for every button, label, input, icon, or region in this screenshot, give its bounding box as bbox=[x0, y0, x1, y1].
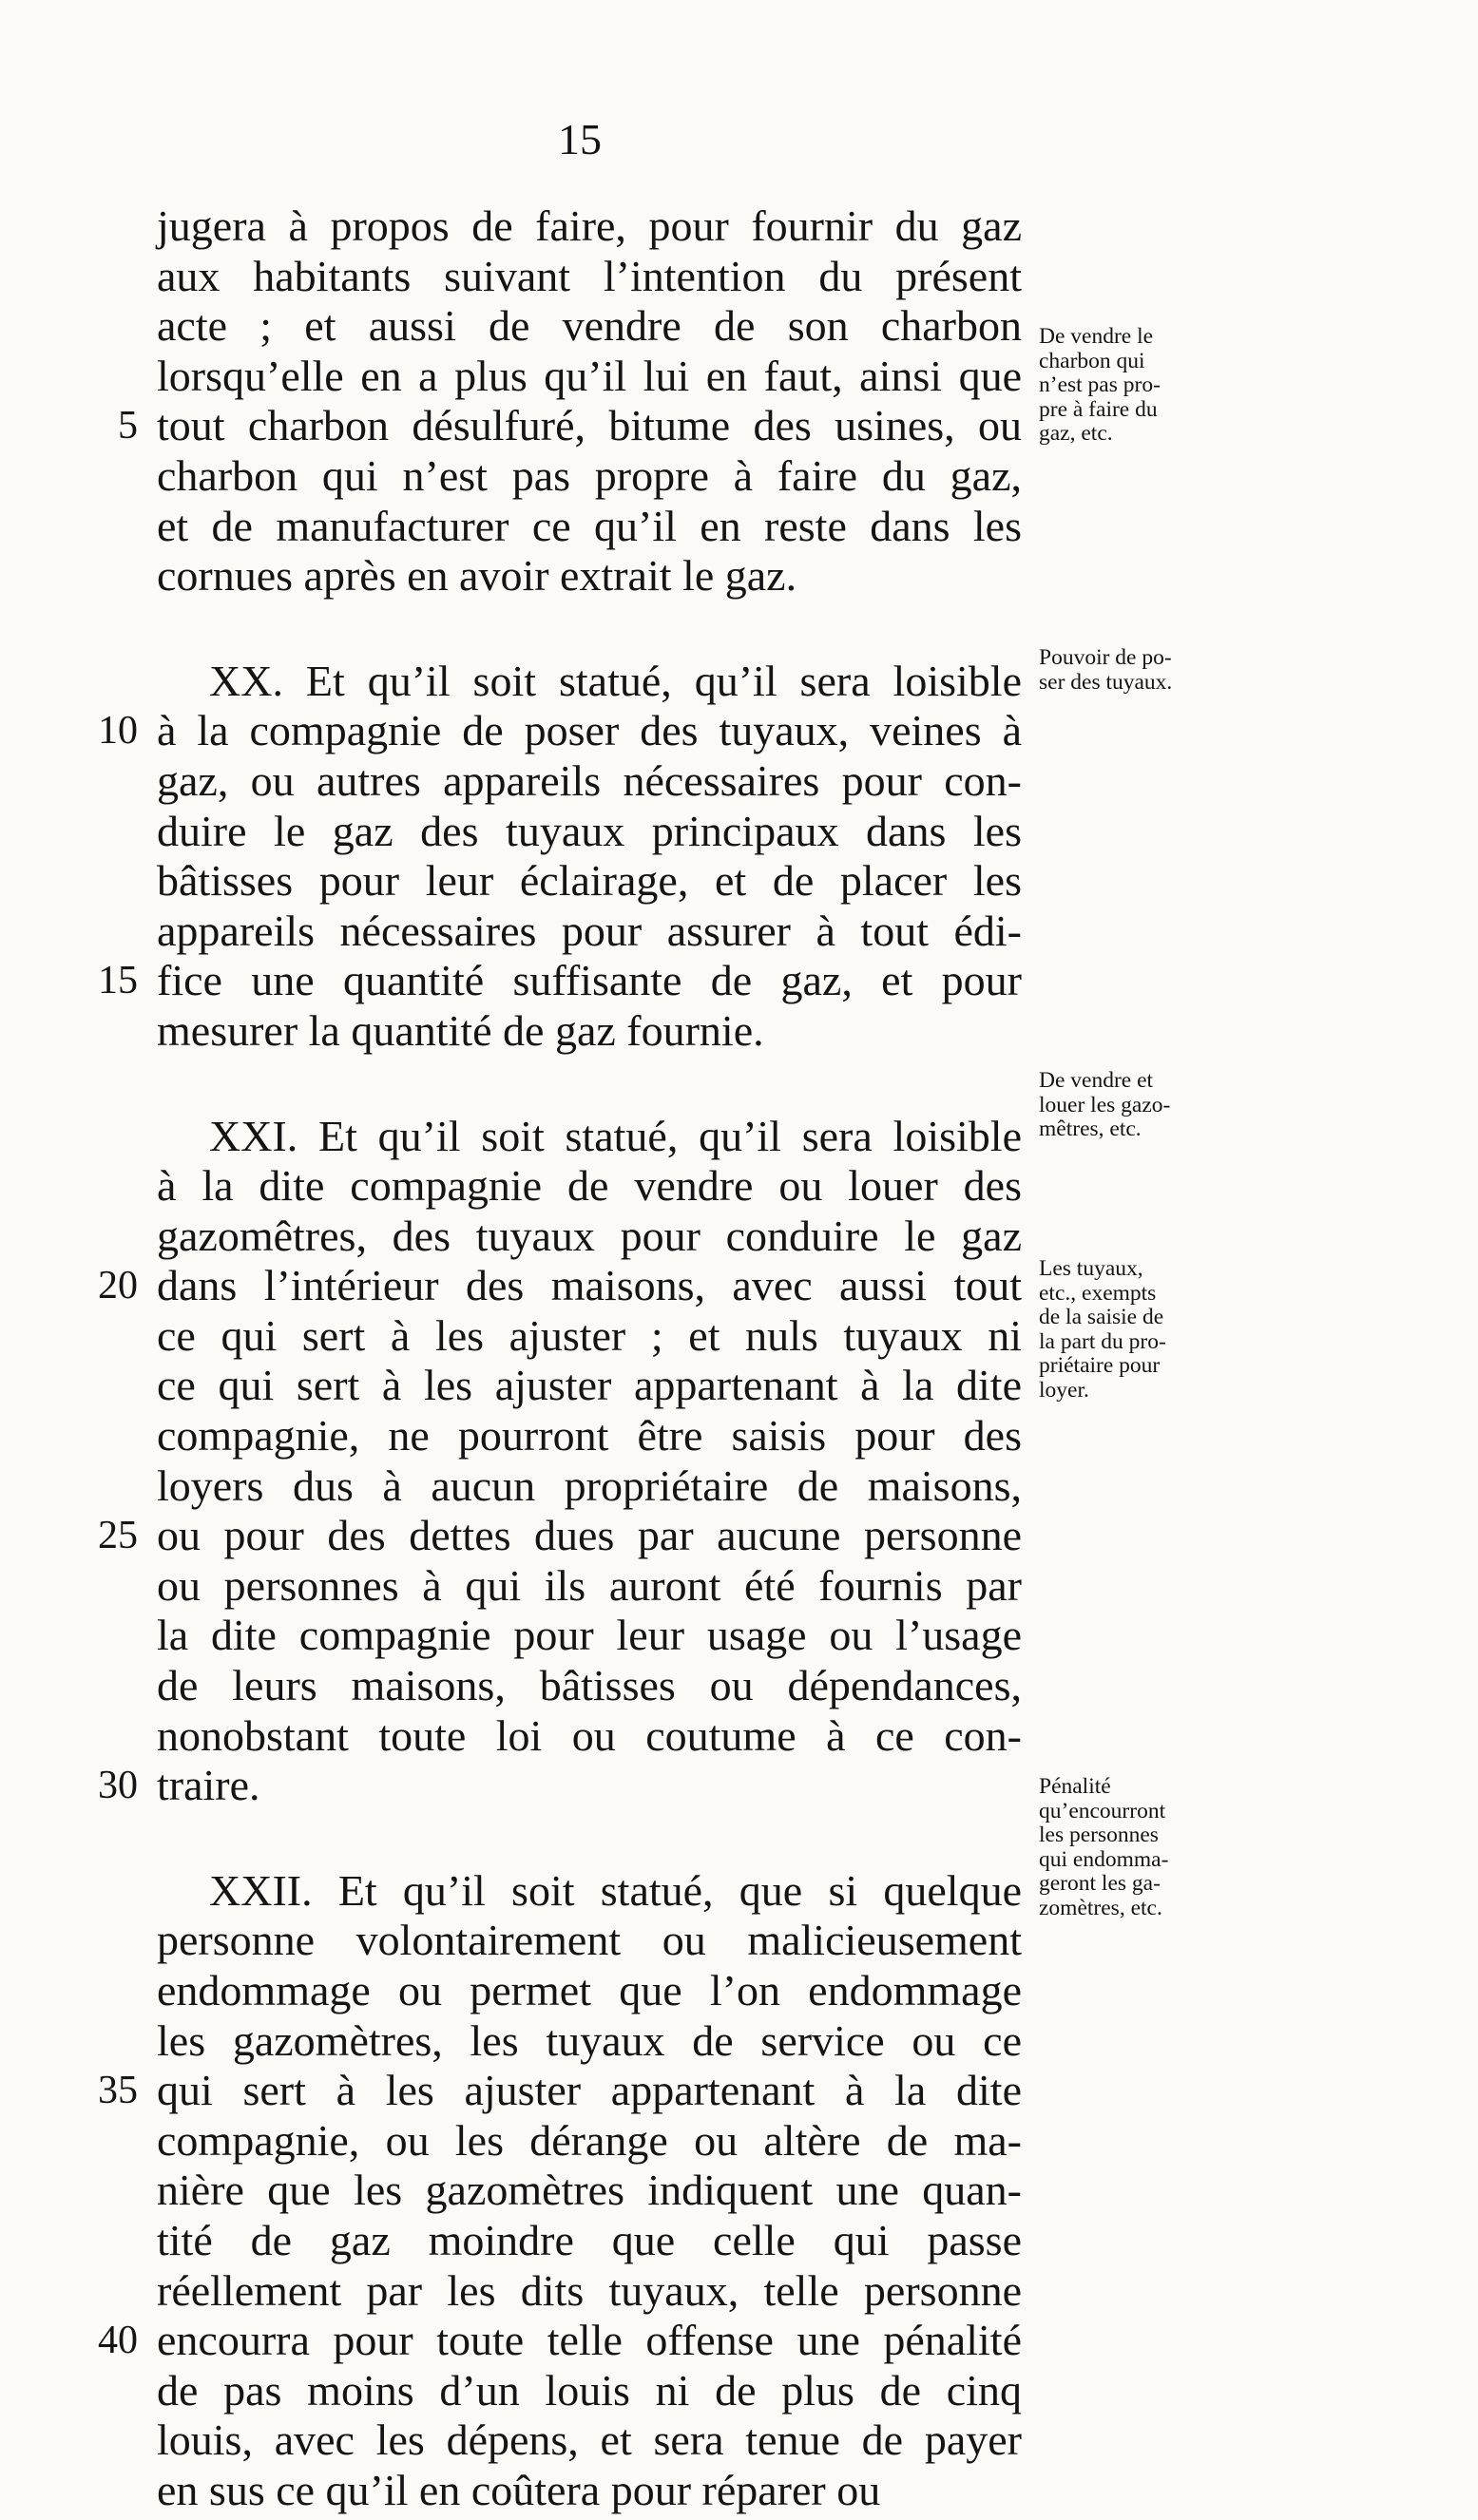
line-text: fice une quantité suffisante de gaz, et pour bbox=[157, 956, 1022, 1005]
margin-note-line: qui endomma- bbox=[1039, 1846, 1169, 1872]
text-line bbox=[157, 1361, 1022, 1411]
text-line bbox=[157, 1461, 1022, 1512]
margin-note bbox=[1039, 646, 1238, 695]
line-text: bâtisses pour leur éclairage, et de placer les bbox=[157, 856, 1022, 906]
text-line bbox=[157, 1611, 1022, 1661]
text-line bbox=[157, 1112, 1022, 1162]
text-line bbox=[157, 1411, 1022, 1461]
margin-note-line: charbon qui bbox=[1039, 348, 1145, 373]
line-number: 35 bbox=[98, 2069, 138, 2113]
line-text: ce qui sert à les ajuster ; et nuls tuyaux ni bbox=[157, 1310, 1022, 1360]
line-text: traire. bbox=[157, 1761, 260, 1810]
margin-note bbox=[1039, 1257, 1238, 1403]
line-text: de pas moins d’un louis ni de plus de cinq bbox=[157, 2365, 1022, 2415]
text-line bbox=[157, 807, 1022, 857]
line-text: appareils nécessaires pour assurer à tout édi- bbox=[157, 906, 1022, 955]
line-text: personne volontairement ou malicieusement bbox=[157, 1916, 1022, 1965]
line-text: qui sert à les ajuster appartenant à la dite bbox=[157, 2066, 1022, 2115]
paragraph bbox=[98, 1865, 1022, 2516]
margin-note-line: Les tuyaux, bbox=[1039, 1256, 1143, 1281]
text-line bbox=[118, 401, 1022, 451]
text-line bbox=[157, 1311, 1022, 1362]
text-line bbox=[157, 856, 1022, 907]
line-number: 20 bbox=[98, 1264, 138, 1308]
margin-note-line: ser des tuyaux. bbox=[1039, 669, 1173, 695]
main-text bbox=[98, 201, 1022, 2516]
line-text: loyers dus à aucun propriétaire de maisons, bbox=[157, 1460, 1022, 1510]
line-text: lorsqu’elle en a plus qu’il lui en faut, ainsi que bbox=[157, 351, 1022, 400]
line-text: duire le gaz des tuyaux principaux dans les bbox=[157, 806, 1022, 855]
line-text: la dite compagnie pour leur usage ou l’usage bbox=[157, 1611, 1022, 1660]
margin-note-line: qu’encourront bbox=[1039, 1798, 1166, 1823]
margin-note-line: loyer. bbox=[1039, 1377, 1089, 1403]
text-line bbox=[157, 2466, 1022, 2516]
line-number: 25 bbox=[98, 1514, 138, 1558]
margin-note-line: la part du pro- bbox=[1039, 1328, 1166, 1354]
text-line bbox=[157, 2366, 1022, 2416]
line-text: et de manufacturer ce qu’il en reste dans les bbox=[157, 501, 1022, 550]
margin-note-line: De vendre le bbox=[1039, 324, 1154, 349]
line-text: réellement par les dits tuyaux, telle personne bbox=[157, 2265, 1022, 2315]
text-line bbox=[157, 352, 1022, 402]
margin-note-line: Pénalité bbox=[1039, 1774, 1111, 1799]
line-text: compagnie, ou les dérange ou altère de ma- bbox=[157, 2115, 1022, 2165]
line-text: ou personnes à qui ils auront été fournis par bbox=[157, 1560, 1022, 1610]
margin-note-line: gaz, etc. bbox=[1039, 421, 1113, 447]
text-line bbox=[157, 2216, 1022, 2266]
text-line bbox=[157, 502, 1022, 552]
line-text: XXI. Et qu’il soit statué, qu’il sera loisible bbox=[209, 1111, 1022, 1160]
line-text: mesurer la quantité de gaz fournie. bbox=[157, 1005, 764, 1055]
line-text: de leurs maisons, bâtisses ou dépendances, bbox=[157, 1661, 1022, 1710]
line-text: nière que les gazomètres indiquent une quan- bbox=[157, 2166, 1022, 2215]
text-line bbox=[157, 1966, 1022, 2016]
text-line bbox=[157, 1866, 1022, 1917]
line-text: louis, avec les dépens, et sera tenue de payer bbox=[157, 2415, 1022, 2465]
line-number: 30 bbox=[98, 1764, 138, 1808]
text-line bbox=[157, 2266, 1022, 2317]
margin-note-line: louer les gazo- bbox=[1039, 1092, 1171, 1117]
text-line bbox=[157, 1006, 1022, 1057]
line-text: cornues après en avoir extrait le gaz. bbox=[157, 551, 797, 601]
text-line bbox=[157, 657, 1022, 707]
paragraph bbox=[118, 201, 1022, 601]
text-line bbox=[157, 551, 1022, 601]
line-text: jugera à propos de faire, pour fournir du gaz bbox=[157, 201, 1022, 250]
line-number: 5 bbox=[118, 404, 138, 449]
line-text: ce qui sert à les ajuster appartenant à la dite bbox=[157, 1361, 1022, 1410]
text-line bbox=[98, 1761, 1022, 1811]
line-text: les gazomètres, les tuyaux de service ou ce bbox=[157, 2015, 1022, 2065]
margin-note-line: priétaire pour bbox=[1039, 1353, 1161, 1379]
line-text: à la compagnie de poser des tuyaux, veines à bbox=[157, 706, 1022, 755]
margin-note-line: les personnes bbox=[1039, 1823, 1159, 1848]
text-line bbox=[157, 1161, 1022, 1212]
line-text: en sus ce qu’il en coûtera pour réparer ou bbox=[157, 2465, 881, 2514]
text-line bbox=[98, 1511, 1022, 1561]
text-line bbox=[98, 706, 1022, 756]
text-line bbox=[98, 956, 1022, 1006]
text-line bbox=[157, 2016, 1022, 2067]
line-text: ou pour des dettes dues par aucune personne bbox=[157, 1511, 1022, 1560]
line-text: endommage ou permet que l’on endommage bbox=[157, 1966, 1022, 2014]
margin-note-line: n’est pas pro- bbox=[1039, 372, 1161, 398]
margin-note-line: etc., exempts bbox=[1039, 1280, 1157, 1306]
text-line bbox=[157, 1661, 1022, 1711]
line-text: XXII. Et qu’il soit statué, que si quelque bbox=[209, 1865, 1022, 1915]
text-line bbox=[157, 1561, 1022, 1612]
margin-note bbox=[1039, 1069, 1238, 1142]
line-text: compagnie, ne pourront être saisis pour des bbox=[157, 1411, 1022, 1460]
line-text: encourra pour toute telle offense une pénalité bbox=[157, 2316, 1022, 2365]
line-number: 15 bbox=[98, 959, 138, 1003]
line-text: XX. Et qu’il soit statué, qu’il sera loisible bbox=[209, 656, 1022, 705]
margin-note-line: pre à faire du bbox=[1039, 396, 1158, 422]
text-line bbox=[157, 1916, 1022, 1966]
text-line bbox=[157, 451, 1022, 502]
line-text: tité de gaz moindre que celle qui passe bbox=[157, 2215, 1022, 2264]
paragraph bbox=[98, 1111, 1022, 1811]
line-text: aux habitants suivant l’intention du présent bbox=[157, 251, 1022, 300]
text-line bbox=[157, 2116, 1022, 2167]
line-number: 40 bbox=[98, 2319, 138, 2363]
text-line bbox=[157, 201, 1022, 252]
line-text: dans l’intérieur des maisons, avec aussi tout bbox=[157, 1261, 1022, 1310]
text-line bbox=[157, 2415, 1022, 2466]
margin-note-line: geront les ga- bbox=[1039, 1871, 1161, 1897]
line-text: gaz, ou autres appareils nécessaires pour con- bbox=[157, 755, 1022, 805]
paragraph bbox=[98, 656, 1022, 1057]
line-text: acte ; et aussi de vendre de son charbon bbox=[157, 301, 1022, 351]
margin-note-line: De vendre et bbox=[1039, 1068, 1154, 1093]
text-line bbox=[157, 301, 1022, 352]
line-text: gazomêtres, des tuyaux pour conduire le gaz bbox=[157, 1211, 1022, 1260]
line-text: tout charbon désulfuré, bitume des usines, ou bbox=[157, 401, 1022, 450]
text-line bbox=[98, 2066, 1022, 2116]
margin-note-line: Pouvoir de po- bbox=[1039, 645, 1172, 670]
text-line bbox=[157, 252, 1022, 302]
text-line bbox=[157, 2166, 1022, 2216]
text-line bbox=[157, 907, 1022, 957]
margin-note bbox=[1039, 1775, 1238, 1921]
line-text: charbon qui n’est pas propre à faire du gaz, bbox=[157, 450, 1022, 500]
line-number: 10 bbox=[98, 709, 138, 754]
text-line bbox=[157, 756, 1022, 807]
margin-note-line: zomètres, etc. bbox=[1039, 1895, 1162, 1920]
margin-note bbox=[1039, 325, 1238, 447]
text-line bbox=[98, 2316, 1022, 2366]
text-line bbox=[157, 1212, 1022, 1262]
page-number: 15 bbox=[558, 115, 602, 163]
line-text: nonobstant toute loi ou coutume à ce con- bbox=[157, 1710, 1022, 1760]
line-text: à la dite compagnie de vendre ou louer des bbox=[157, 1161, 1022, 1211]
text-line bbox=[98, 1261, 1022, 1311]
margin-note-line: mêtres, etc. bbox=[1039, 1117, 1142, 1142]
text-line bbox=[157, 1711, 1022, 1762]
margin-note-line: de la saisie de bbox=[1039, 1305, 1164, 1330]
